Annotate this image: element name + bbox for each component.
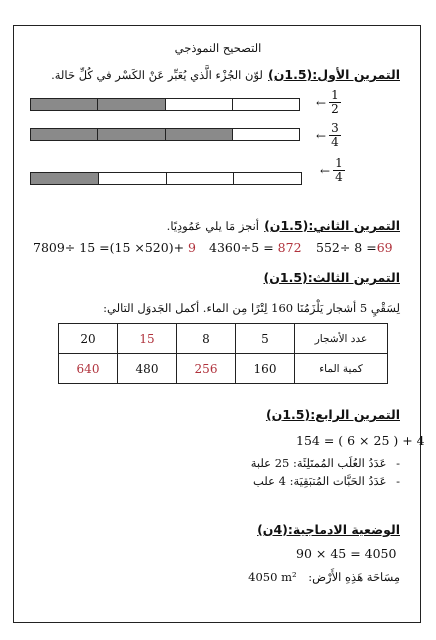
bar-segment	[167, 173, 235, 184]
exercise-3-instruction: لِسَقْيِ 5 أشجار يَلْزَمُنَا 160 لِتْرًا مِن الماء. أكمل الجَدوَل التالي:	[103, 301, 400, 315]
division-2	[209, 240, 302, 255]
fraction-1-4	[333, 157, 345, 184]
bar-segment-shaded	[31, 173, 99, 184]
exercise-2-header	[167, 215, 400, 234]
numerator: 3	[331, 121, 339, 135]
exercise-4-line-2	[253, 474, 400, 488]
denominator: 2	[331, 102, 339, 116]
bar-segment	[166, 99, 233, 110]
numerator: 1	[335, 156, 343, 170]
division-2-result: 872	[277, 240, 302, 255]
exercise-4-equation: 154 = ( 6 × 25 ) + 4	[296, 433, 425, 448]
left-arrow-icon: ←	[316, 95, 327, 110]
bar-segment	[99, 173, 167, 184]
table-cell-answer: 640	[59, 354, 118, 384]
exercise-2-heading: التمرين الثاني:(1.5ن)	[264, 218, 400, 233]
bar-segment-shaded	[166, 129, 233, 140]
exercise-1-heading: التمرين الأول:(1.5ن)	[268, 67, 400, 82]
situation-heading: الوضعية الادماجية:(4ن)	[257, 522, 400, 537]
bar-segment-shaded	[98, 99, 165, 110]
exercise-2-instruction: أنجز مَا يلي عَمُودِيًا.	[166, 219, 259, 233]
situation-equation: 90 × 45 = 4050	[296, 546, 397, 561]
fraction-label-1	[316, 89, 341, 116]
table-cell: 160	[236, 354, 295, 384]
area-label: مِسَاحَة هَذِهِ الأَرْض:	[308, 570, 400, 584]
fraction-bar-half	[30, 98, 300, 111]
exercise-1-header	[51, 64, 400, 83]
division-2-expression: 4360÷5 =	[209, 240, 274, 255]
fraction-3-4	[329, 122, 341, 149]
bar-segment-shaded	[31, 129, 98, 140]
situation-answer	[248, 570, 400, 584]
fraction-bar-three-quarters	[30, 128, 300, 141]
table-cell: 20	[59, 324, 118, 354]
area-value: 4050 m²	[248, 570, 297, 584]
table-cell: 480	[118, 354, 177, 384]
bar-segment-shaded	[31, 99, 98, 110]
table-cell: 8	[177, 324, 236, 354]
table-cell: 5	[236, 324, 295, 354]
bar-segment	[233, 129, 299, 140]
left-arrow-icon: ←	[316, 128, 327, 143]
exercise-1-instruction: لوّن الجُزْء الَّذي يُعَبِّر عَنْ الكَسْر في كُلِّ حَالة.	[51, 68, 263, 82]
exercise-4-heading: التمرين الرابع:(1.5ن)	[265, 407, 400, 422]
table-row-water	[59, 354, 388, 384]
bar-segment-shaded	[98, 129, 165, 140]
fraction-label-3	[320, 157, 345, 184]
bar-segment	[233, 99, 299, 110]
exercise-3-heading: التمرين الثالث:(1.5ن)	[263, 270, 400, 285]
division-3	[33, 240, 196, 255]
row-label-water: كمية الماء	[295, 354, 388, 384]
division-1-result: 69	[376, 240, 393, 255]
document-title: التصحيح النموذجي	[174, 41, 262, 55]
bullet-dash: -	[396, 456, 400, 470]
bar-segment	[234, 173, 301, 184]
table-cell-answer: 15	[118, 324, 177, 354]
remaining-items-text: عَدَدُ الحَبَّات المُتبَقِيَة: 4 علب	[252, 474, 387, 488]
fraction-1-2	[329, 89, 341, 116]
bullet-dash: -	[396, 474, 400, 488]
exercise-4-line-1	[251, 456, 400, 470]
full-boxes-text: عَدَدُ العُلَب المُمتَلِئَة: 25 علبة	[250, 456, 387, 470]
division-1	[316, 240, 393, 255]
denominator: 4	[335, 170, 343, 184]
table-row-trees	[59, 324, 388, 354]
fraction-label-2	[316, 122, 341, 149]
table-cell-answer: 256	[177, 354, 236, 384]
fraction-bar-quarter	[30, 172, 302, 185]
division-3-expression: 7809÷ 15 =(15 ×520)+	[33, 240, 185, 255]
left-arrow-icon: ←	[320, 163, 331, 178]
row-label-trees: عدد الأشجار	[295, 324, 388, 354]
numerator: 1	[331, 88, 339, 102]
denominator: 4	[331, 135, 339, 149]
division-3-result: 9	[188, 240, 196, 255]
proportion-table	[58, 323, 388, 384]
division-1-expression: 552÷ 8 =	[316, 240, 377, 255]
